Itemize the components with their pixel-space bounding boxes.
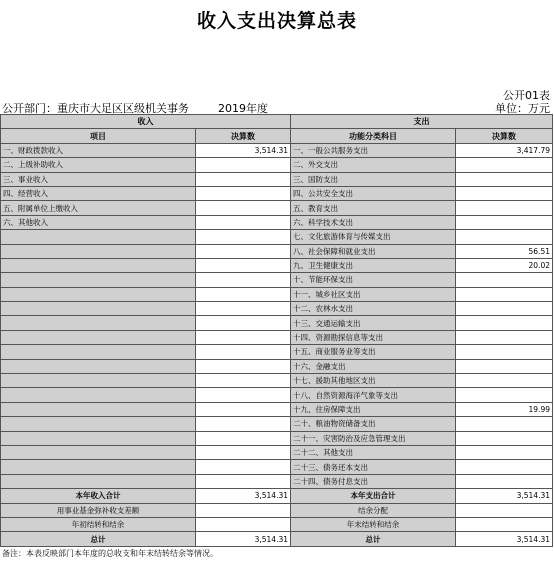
expense-item: 十七、援助其他地区支出 bbox=[291, 374, 456, 388]
income-amount bbox=[196, 460, 291, 474]
income-item bbox=[1, 359, 196, 373]
table-row bbox=[1, 302, 553, 316]
expense-item: 四、公共安全支出 bbox=[291, 186, 456, 200]
prior-surplus-value bbox=[196, 503, 291, 517]
income-item bbox=[1, 417, 196, 431]
expense-item: 二、外交支出 bbox=[291, 158, 456, 172]
income-amount bbox=[196, 230, 291, 244]
income-item: 二、上级补助收入 bbox=[1, 158, 196, 172]
expense-item: 十四、资源勘探信息等支出 bbox=[291, 330, 456, 344]
year-income-value: 3,514.31 bbox=[196, 489, 291, 503]
income-amount bbox=[196, 258, 291, 272]
income-amount bbox=[196, 330, 291, 344]
income-amount bbox=[196, 287, 291, 301]
income-item: 一、财政拨款收入 bbox=[1, 143, 196, 157]
income-amount bbox=[196, 431, 291, 445]
expense-amount bbox=[456, 474, 553, 488]
income-item bbox=[1, 244, 196, 258]
income-amount bbox=[196, 172, 291, 186]
table-row bbox=[1, 273, 553, 287]
report-title: 收入支出决算总表 bbox=[196, 10, 357, 32]
expense-amount bbox=[456, 316, 553, 330]
table-row bbox=[1, 316, 553, 330]
expense-item: 十八、自然资源海洋气象等支出 bbox=[291, 388, 456, 402]
income-item bbox=[1, 460, 196, 474]
income-item bbox=[1, 445, 196, 459]
expense-item: 三、国防支出 bbox=[291, 172, 456, 186]
begin-balance-label: 年初结转和结余 bbox=[1, 517, 196, 531]
expense-item: 十一、城乡社区支出 bbox=[291, 287, 456, 301]
income-amount: 3,514.31 bbox=[196, 143, 291, 157]
year-total-row bbox=[1, 489, 553, 503]
expense-amount bbox=[456, 172, 553, 186]
table-row bbox=[1, 388, 553, 402]
expense-item: 二十一、灾害防治及应急管理支出 bbox=[291, 431, 456, 445]
table-row bbox=[1, 186, 553, 200]
amount2-column-header: 决算数 bbox=[456, 129, 553, 143]
income-item bbox=[1, 316, 196, 330]
function-item-column-header: 功能分类科目 bbox=[291, 129, 456, 143]
table-row bbox=[1, 374, 553, 388]
expense-amount bbox=[456, 273, 553, 287]
income-item bbox=[1, 230, 196, 244]
expense-item: 十六、金融支出 bbox=[291, 359, 456, 373]
expense-item: 十二、农林水支出 bbox=[291, 302, 456, 316]
fiscal-year: 2019年度 bbox=[218, 102, 268, 115]
expense-item: 十五、商业服务业等支出 bbox=[291, 345, 456, 359]
income-section-label: 收入 bbox=[1, 115, 291, 129]
expense-amount bbox=[456, 460, 553, 474]
income-item bbox=[1, 330, 196, 344]
total-income-label: 总计 bbox=[1, 532, 196, 546]
total-income-value: 3,514.31 bbox=[196, 532, 291, 546]
item-column-header: 项目 bbox=[1, 129, 196, 143]
income-amount bbox=[196, 345, 291, 359]
table-row bbox=[1, 201, 553, 215]
table-row bbox=[1, 143, 553, 157]
total-expense-label: 总计 bbox=[291, 532, 456, 546]
prior-surplus-label: 用事业基金弥补收支差额 bbox=[1, 503, 196, 517]
expense-amount bbox=[456, 345, 553, 359]
income-amount bbox=[196, 316, 291, 330]
begin-balance-value bbox=[196, 517, 291, 531]
expense-amount bbox=[456, 201, 553, 215]
expense-item: 十、节能环保支出 bbox=[291, 273, 456, 287]
expense-item: 九、卫生健康支出 bbox=[291, 258, 456, 272]
income-item bbox=[1, 258, 196, 272]
footnote: 备注：本表反映部门本年度的总收支和年末结转结余等情况。 bbox=[2, 549, 218, 558]
expense-amount bbox=[456, 431, 553, 445]
income-item bbox=[1, 287, 196, 301]
income-item: 三、事业收入 bbox=[1, 172, 196, 186]
table-row bbox=[1, 402, 553, 416]
expense-item: 二十三、债务还本支出 bbox=[291, 460, 456, 474]
expense-amount bbox=[456, 215, 553, 229]
column-header-row bbox=[1, 129, 553, 143]
income-item bbox=[1, 474, 196, 488]
income-amount bbox=[196, 186, 291, 200]
income-amount bbox=[196, 374, 291, 388]
expense-amount bbox=[456, 302, 553, 316]
income-item bbox=[1, 431, 196, 445]
table-row bbox=[1, 230, 553, 244]
expense-amount bbox=[456, 417, 553, 431]
income-item bbox=[1, 388, 196, 402]
income-item: 五、附属单位上缴收入 bbox=[1, 201, 196, 215]
income-amount bbox=[196, 244, 291, 258]
expense-amount bbox=[456, 374, 553, 388]
income-amount bbox=[196, 302, 291, 316]
expense-amount bbox=[456, 230, 553, 244]
expense-amount bbox=[456, 359, 553, 373]
table-row bbox=[1, 158, 553, 172]
total-expense-value: 3,514.31 bbox=[456, 532, 553, 546]
table-row bbox=[1, 244, 553, 258]
table-row bbox=[1, 287, 553, 301]
table-row bbox=[1, 330, 553, 344]
table-row bbox=[1, 460, 553, 474]
expense-amount bbox=[456, 186, 553, 200]
income-item: 六、其他收入 bbox=[1, 215, 196, 229]
income-amount bbox=[196, 201, 291, 215]
distribution-label: 结余分配 bbox=[291, 503, 456, 517]
expense-item: 二十二、其他支出 bbox=[291, 445, 456, 459]
expense-amount: 3,417.79 bbox=[456, 143, 553, 157]
table-row bbox=[1, 474, 553, 488]
income-amount bbox=[196, 388, 291, 402]
table-row bbox=[1, 345, 553, 359]
expense-item: 十九、住房保障支出 bbox=[291, 402, 456, 416]
end-balance-value bbox=[456, 517, 553, 531]
balance-row bbox=[1, 517, 553, 531]
expense-amount: 20.02 bbox=[456, 258, 553, 272]
expense-item: 八、社会保障和就业支出 bbox=[291, 244, 456, 258]
income-item bbox=[1, 273, 196, 287]
income-amount bbox=[196, 474, 291, 488]
expense-item: 十三、交通运输支出 bbox=[291, 316, 456, 330]
department-label: 公开部门：重庆市大足区区级机关事务 bbox=[2, 102, 189, 115]
expense-section-label: 支出 bbox=[291, 115, 553, 129]
expense-item: 六、科学技术支出 bbox=[291, 215, 456, 229]
table-row bbox=[1, 215, 553, 229]
income-amount bbox=[196, 158, 291, 172]
income-item bbox=[1, 374, 196, 388]
income-amount bbox=[196, 215, 291, 229]
year-expense-label: 本年支出合计 bbox=[291, 489, 456, 503]
form-number: 公开01表 bbox=[503, 89, 550, 102]
expense-item: 七、文化旅游体育与传媒支出 bbox=[291, 230, 456, 244]
table-row bbox=[1, 445, 553, 459]
income-item bbox=[1, 345, 196, 359]
expense-amount bbox=[456, 158, 553, 172]
expense-amount bbox=[456, 330, 553, 344]
income-item bbox=[1, 402, 196, 416]
year-income-label: 本年收入合计 bbox=[1, 489, 196, 503]
expense-item: 二十、粮油物资储备支出 bbox=[291, 417, 456, 431]
distribution-value bbox=[456, 503, 553, 517]
table-row bbox=[1, 172, 553, 186]
income-item bbox=[1, 302, 196, 316]
end-balance-label: 年末结转和结余 bbox=[291, 517, 456, 531]
table-row bbox=[1, 417, 553, 431]
income-item: 四、经营收入 bbox=[1, 186, 196, 200]
income-amount bbox=[196, 417, 291, 431]
expense-item: 二十四、债务付息支出 bbox=[291, 474, 456, 488]
expense-amount: 56.51 bbox=[456, 244, 553, 258]
budget-table bbox=[0, 114, 553, 547]
amount-column-header: 决算数 bbox=[196, 129, 291, 143]
income-amount bbox=[196, 445, 291, 459]
expense-amount: 19.99 bbox=[456, 402, 553, 416]
grand-total-row bbox=[1, 532, 553, 546]
table-row bbox=[1, 359, 553, 373]
table-row bbox=[1, 258, 553, 272]
expense-item: 五、教育支出 bbox=[291, 201, 456, 215]
expense-amount bbox=[456, 287, 553, 301]
income-amount bbox=[196, 402, 291, 416]
expense-item: 一、一般公共服务支出 bbox=[291, 143, 456, 157]
table-row bbox=[1, 431, 553, 445]
income-amount bbox=[196, 359, 291, 373]
expense-amount bbox=[456, 445, 553, 459]
section-header-row bbox=[1, 115, 553, 129]
year-expense-value: 3,514.31 bbox=[456, 489, 553, 503]
expense-amount bbox=[456, 388, 553, 402]
unit-label: 单位：万元 bbox=[495, 102, 550, 115]
surplus-row bbox=[1, 503, 553, 517]
income-amount bbox=[196, 273, 291, 287]
